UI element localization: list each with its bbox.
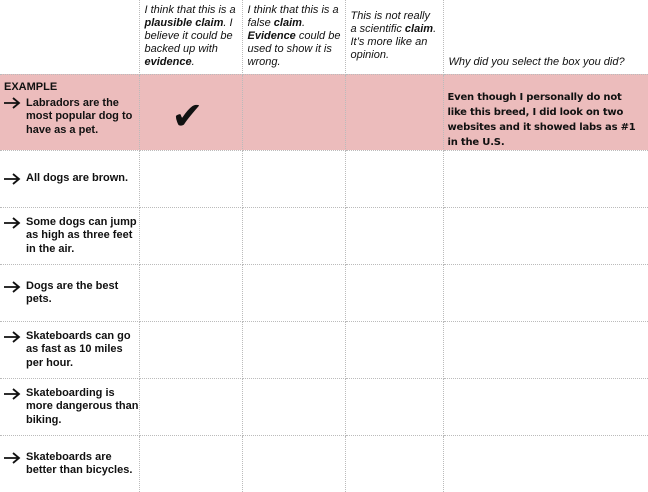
claim-cell: Skateboards are better than bicycles. [0, 435, 139, 492]
arrow-right-icon [3, 452, 21, 464]
header-row [0, 0, 648, 74]
opinion-checkbox-cell[interactable] [345, 321, 443, 378]
claim-cell: Skateboards can go as fast as 10 miles per hour. [0, 321, 139, 378]
opinion-checkbox-cell[interactable] [345, 378, 443, 435]
claim-row [0, 207, 648, 264]
opinion-checkbox-cell[interactable] [345, 207, 443, 264]
claim-row [0, 150, 648, 207]
claim-row [0, 321, 648, 378]
false-checkbox-cell[interactable] [242, 207, 345, 264]
opinion-checkbox-cell[interactable] [345, 435, 443, 492]
example-opinion-cell[interactable] [345, 74, 443, 150]
answer-cell[interactable] [443, 378, 648, 435]
answer-cell[interactable] [443, 264, 648, 321]
claim-cell: Some dogs can jump as high as three feet in the air. [0, 207, 139, 264]
arrow-right-icon [3, 331, 21, 343]
checkmark-icon: ✔ [140, 75, 242, 135]
example-answer: Even though I personally do not like this breed, I did look on two websites and it showed labs as #1 in the U.S. [444, 75, 648, 150]
answer-cell[interactable] [443, 435, 648, 492]
opinion-checkbox-cell[interactable] [345, 264, 443, 321]
arrow-right-icon [3, 173, 21, 185]
header-why: Why did you select the box you did? [443, 0, 648, 74]
example-false-cell[interactable] [242, 74, 345, 150]
plausible-checkbox-cell[interactable] [139, 435, 242, 492]
example-answer-cell[interactable] [443, 74, 648, 150]
claim-row [0, 378, 648, 435]
answer-cell[interactable] [443, 207, 648, 264]
plausible-checkbox-cell[interactable] [139, 150, 242, 207]
arrow-right-icon [3, 281, 21, 293]
header-plausible-claim: I think that this is a plausible claim. I believe it could be backed up with evidence. [139, 0, 242, 74]
false-checkbox-cell[interactable] [242, 264, 345, 321]
example-claim-cell [0, 74, 139, 150]
plausible-checkbox-cell[interactable] [139, 378, 242, 435]
false-checkbox-cell[interactable] [242, 150, 345, 207]
arrow-right-icon [3, 97, 21, 109]
claim-row [0, 435, 648, 492]
false-checkbox-cell[interactable] [242, 435, 345, 492]
false-checkbox-cell[interactable] [242, 378, 345, 435]
header-blank [0, 0, 139, 74]
arrow-right-icon [3, 217, 21, 229]
example-label: EXAMPLE [0, 75, 139, 94]
arrow-right-icon [3, 388, 21, 400]
claim-cell: Skateboarding is more dangerous than biking. [0, 378, 139, 435]
claim-cell: All dogs are brown. [0, 150, 139, 207]
false-checkbox-cell[interactable] [242, 321, 345, 378]
answer-cell[interactable] [443, 321, 648, 378]
example-row [0, 74, 648, 150]
header-opinion: This is not really a scientific claim. It’s more like an opinion. [345, 0, 443, 74]
header-false-claim: I think that this is a false claim. Evidence could be used to show it is wrong. [242, 0, 345, 74]
claim-row [0, 264, 648, 321]
answer-cell[interactable] [443, 150, 648, 207]
opinion-checkbox-cell[interactable] [345, 150, 443, 207]
example-plausible-cell[interactable] [139, 74, 242, 150]
claim-cell: Dogs are the best pets. [0, 264, 139, 321]
plausible-checkbox-cell[interactable] [139, 264, 242, 321]
example-claim: Labradors are the most popular dog to have as a pet. [0, 97, 139, 138]
plausible-checkbox-cell[interactable] [139, 321, 242, 378]
plausible-checkbox-cell[interactable] [139, 207, 242, 264]
